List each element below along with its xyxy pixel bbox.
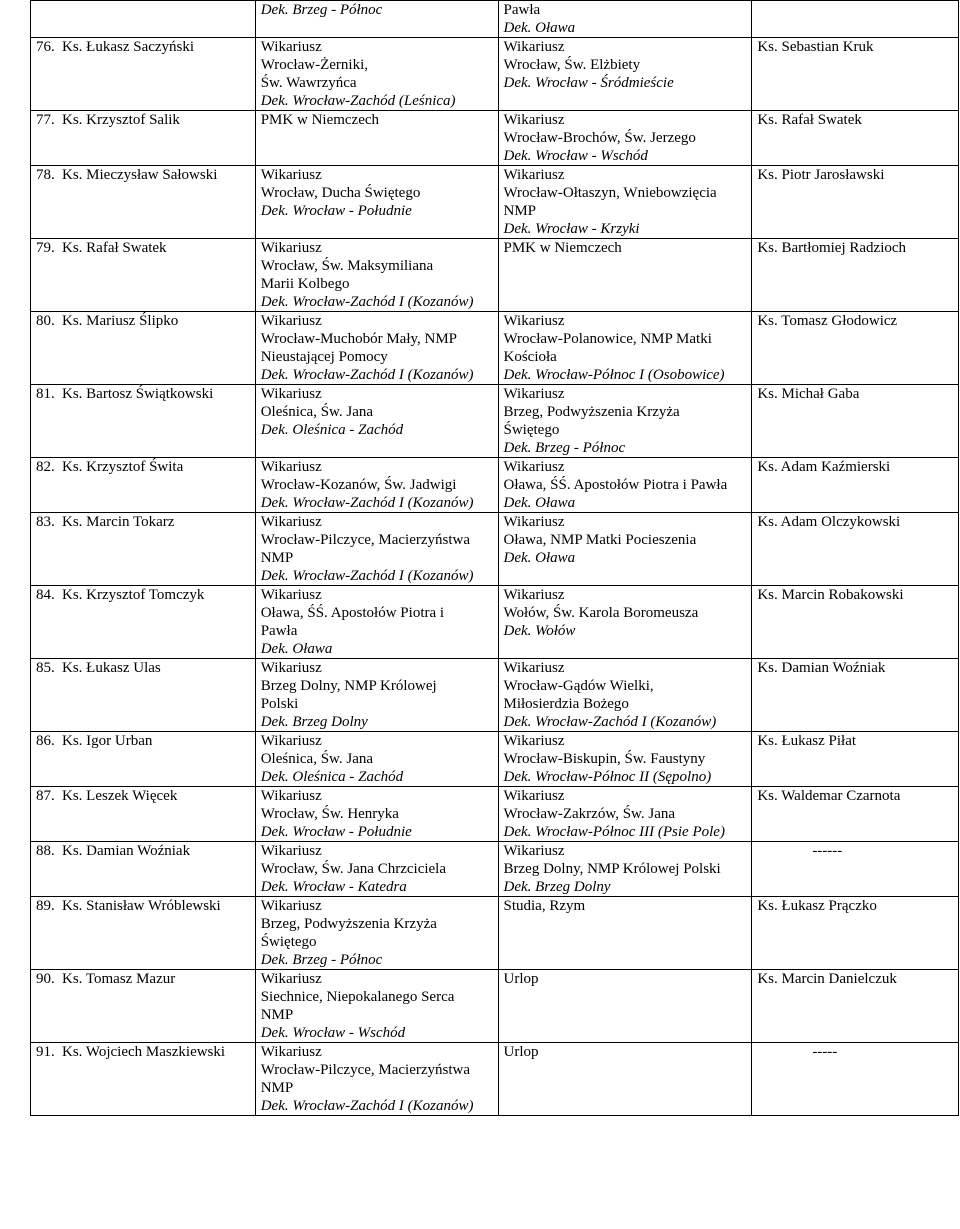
successor-cell xyxy=(752,239,959,312)
successor-name: Ks. Łukasz Piłat xyxy=(757,733,857,749)
successor-name: Ks. Sebastian Kruk xyxy=(757,39,874,55)
priest-name: Ks. Damian Woźniak xyxy=(62,843,191,859)
from-assignment-cell xyxy=(255,1043,498,1116)
to-assignment-cell xyxy=(498,659,752,732)
priest-entry xyxy=(36,38,255,56)
priest-name: Ks. Krzysztof Tomczyk xyxy=(62,587,205,603)
to-assignment-cell xyxy=(498,111,752,166)
from-assignment-cell xyxy=(255,385,498,458)
from-role: Wikariusz xyxy=(260,313,322,329)
from-deanery: Dek. Wrocław-Zachód I (Kozanów) xyxy=(260,495,474,511)
from-role: Wikariusz xyxy=(260,459,322,475)
table-row xyxy=(31,732,959,787)
to-deanery: Dek. Wołów xyxy=(503,623,576,639)
from-deanery: Dek. Oława xyxy=(260,641,333,657)
from-role: Wikariusz xyxy=(260,733,322,749)
successor-cell xyxy=(752,513,959,586)
table-row xyxy=(31,166,959,239)
to-assignment-cell xyxy=(498,385,752,458)
from-place: Marii Kolbego xyxy=(260,276,350,292)
from-place: NMP xyxy=(260,550,294,566)
successor-cell xyxy=(752,312,959,385)
successor-cell xyxy=(752,385,959,458)
from-place: Oleśnica, Św. Jana xyxy=(260,751,374,767)
from-assignment-cell xyxy=(255,458,498,513)
successor-name: Ks. Bartłomiej Radzioch xyxy=(757,240,907,256)
priest-cell xyxy=(31,458,256,513)
priest-cell xyxy=(31,842,256,897)
from-deanery: Dek. Wrocław-Zachód (Leśnica) xyxy=(260,93,456,109)
priest-name: Ks. Krzysztof Świta xyxy=(62,459,184,475)
to-place: Miłosierdzia Bożego xyxy=(503,696,629,712)
from-place: Siechnice, Niepokalanego Serca xyxy=(260,989,455,1005)
to-role: Wikariusz xyxy=(503,587,565,603)
table-row xyxy=(31,385,959,458)
row-number: 82. xyxy=(36,459,55,475)
priest-entry xyxy=(36,458,255,476)
row-number: 90. xyxy=(36,971,55,987)
table-row xyxy=(31,586,959,659)
row-number: 84. xyxy=(36,587,55,603)
successor-cell xyxy=(752,732,959,787)
to-deanery: Dek. Wrocław - Krzyki xyxy=(503,221,640,237)
to-deanery: Dek. Wrocław - Śródmieście xyxy=(503,75,674,91)
from-deanery: Dek. Wrocław-Zachód I (Kozanów) xyxy=(260,367,474,383)
from-role: Wikariusz xyxy=(260,971,322,987)
to-place: Wrocław, Św. Elżbiety xyxy=(503,57,641,73)
priest-name: Ks. Wojciech Maszkiewski xyxy=(62,1044,226,1060)
to-place: Wrocław-Biskupin, Św. Faustyny xyxy=(503,751,706,767)
to-role: Urlop xyxy=(503,971,539,987)
successor-name: Ks. Damian Woźniak xyxy=(757,660,886,676)
to-place: Kościoła xyxy=(503,349,557,365)
to-place: Brzeg, Podwyższenia Krzyża xyxy=(503,404,680,420)
to-assignment-cell xyxy=(498,239,752,312)
from-assignment-cell xyxy=(255,513,498,586)
to-assignment-cell xyxy=(498,897,752,970)
to-place: Wrocław-Polanowice, NMP Matki xyxy=(503,331,712,347)
successor-name: Ks. Tomasz Głodowicz xyxy=(757,313,898,329)
to-role: Wikariusz xyxy=(503,313,565,329)
to-deanery: Dek. Brzeg - Północ xyxy=(503,440,626,456)
row-number: 79. xyxy=(36,240,55,256)
from-role: Wikariusz xyxy=(260,39,322,55)
successor-name: ------ xyxy=(812,843,843,859)
priest-cell xyxy=(31,1043,256,1116)
from-deanery: Dek. Wrocław - Wschód xyxy=(260,1025,406,1041)
successor-name: ----- xyxy=(812,1044,838,1060)
to-assignment-cell xyxy=(498,513,752,586)
to-assignment-cell xyxy=(498,38,752,111)
from-place: Świętego xyxy=(260,934,317,950)
successor-cell xyxy=(752,1,959,38)
successor-cell xyxy=(752,659,959,732)
from-role: Wikariusz xyxy=(260,660,322,676)
successor-cell xyxy=(752,970,959,1043)
priest-name: Ks. Mariusz Ślipko xyxy=(62,313,179,329)
priest-cell xyxy=(31,239,256,312)
from-place: Św. Wawrzyńca xyxy=(260,75,357,91)
from-assignment-cell xyxy=(255,1,498,38)
to-deanery: Dek. Brzeg Dolny xyxy=(503,879,611,895)
priest-entry xyxy=(36,970,255,988)
row-number: 76. xyxy=(36,39,55,55)
priest-entry xyxy=(36,787,255,805)
priest-cell xyxy=(31,970,256,1043)
successor-name: Ks. Adam Olczykowski xyxy=(757,514,901,530)
row-number: 77. xyxy=(36,112,55,128)
from-role: PMK w Niemczech xyxy=(260,112,380,128)
table-row xyxy=(31,659,959,732)
from-place: Wrocław-Żerniki, xyxy=(260,57,368,73)
from-deanery: Dek. Brzeg - Północ xyxy=(260,2,383,18)
from-place: Wrocław, Św. Maksymiliana xyxy=(260,258,434,274)
successor-name: Ks. Rafał Swatek xyxy=(757,112,862,128)
to-assignment-cell xyxy=(498,787,752,842)
from-place: Wrocław, Ducha Świętego xyxy=(260,185,421,201)
priest-entry xyxy=(36,897,255,915)
priest-cell xyxy=(31,897,256,970)
priest-entry xyxy=(36,111,255,129)
priest-cell xyxy=(31,1,256,38)
priest-name: Ks. Leszek Więcek xyxy=(62,788,178,804)
to-deanery: Dek. Oława xyxy=(503,20,576,36)
from-role: Wikariusz xyxy=(260,1044,322,1060)
to-deanery: Dek. Wrocław-Północ I (Osobowice) xyxy=(503,367,725,383)
to-deanery: Dek. Wrocław-Północ II (Sępolno) xyxy=(503,769,712,785)
to-assignment-cell xyxy=(498,732,752,787)
from-assignment-cell xyxy=(255,842,498,897)
from-deanery: Dek. Brzeg - Północ xyxy=(260,952,383,968)
priest-entry xyxy=(36,312,255,330)
priest-cell xyxy=(31,586,256,659)
to-role: Wikariusz xyxy=(503,788,565,804)
priest-cell xyxy=(31,111,256,166)
table-row xyxy=(31,239,959,312)
assignments-table xyxy=(30,0,959,1116)
to-assignment-cell xyxy=(498,1,752,38)
priest-name: Ks. Bartosz Świątkowski xyxy=(62,386,214,402)
table-row xyxy=(31,897,959,970)
row-number: 78. xyxy=(36,167,55,183)
to-role: Studia, Rzym xyxy=(503,898,586,914)
priest-cell xyxy=(31,385,256,458)
assignments-table-body xyxy=(31,1,959,1116)
from-place: Oleśnica, Św. Jana xyxy=(260,404,374,420)
priest-cell xyxy=(31,787,256,842)
table-row xyxy=(31,787,959,842)
to-role: Wikariusz xyxy=(503,167,565,183)
from-role: Wikariusz xyxy=(260,240,322,256)
successor-cell xyxy=(752,1043,959,1116)
to-place: Wrocław-Gądów Wielki, xyxy=(503,678,654,694)
row-number: 83. xyxy=(36,514,55,530)
from-place: Wrocław, Św. Henryka xyxy=(260,806,399,822)
from-deanery: Dek. Oleśnica - Zachód xyxy=(260,769,404,785)
priest-cell xyxy=(31,659,256,732)
priest-entry xyxy=(36,586,255,604)
priest-entry xyxy=(36,732,255,750)
from-place: NMP xyxy=(260,1007,294,1023)
from-deanery: Dek. Brzeg Dolny xyxy=(260,714,368,730)
from-assignment-cell xyxy=(255,732,498,787)
to-role: Urlop xyxy=(503,1044,539,1060)
successor-cell xyxy=(752,897,959,970)
successor-cell xyxy=(752,111,959,166)
from-deanery: Dek. Wrocław-Zachód I (Kozanów) xyxy=(260,294,474,310)
from-assignment-cell xyxy=(255,312,498,385)
priest-name: Ks. Krzysztof Salik xyxy=(62,112,180,128)
priest-entry xyxy=(36,513,255,531)
from-role: Wikariusz xyxy=(260,898,322,914)
successor-name: Ks. Waldemar Czarnota xyxy=(757,788,901,804)
to-deanery: Dek. Wrocław-Zachód I (Kozanów) xyxy=(503,714,717,730)
from-assignment-cell xyxy=(255,970,498,1043)
priest-name: Ks. Rafał Swatek xyxy=(62,240,167,256)
row-number: 89. xyxy=(36,898,55,914)
to-place: Świętego xyxy=(503,422,560,438)
priest-cell xyxy=(31,38,256,111)
to-place: Oława, NMP Matki Pocieszenia xyxy=(503,532,697,548)
priest-entry xyxy=(36,166,255,184)
to-role: Wikariusz xyxy=(503,386,565,402)
row-number: 85. xyxy=(36,660,55,676)
from-deanery: Dek. Wrocław - Południe xyxy=(260,824,412,840)
successor-cell xyxy=(752,38,959,111)
from-assignment-cell xyxy=(255,38,498,111)
from-place: Brzeg, Podwyższenia Krzyża xyxy=(260,916,437,932)
row-number: 81. xyxy=(36,386,55,402)
from-deanery: Dek. Wrocław-Zachód I (Kozanów) xyxy=(260,1098,474,1114)
priest-entry xyxy=(36,239,255,257)
from-place: Wrocław, Św. Jana Chrzciciela xyxy=(260,861,447,877)
from-assignment-cell xyxy=(255,239,498,312)
to-role: Wikariusz xyxy=(503,514,565,530)
from-assignment-cell xyxy=(255,586,498,659)
priest-entry xyxy=(36,842,255,860)
priest-cell xyxy=(31,312,256,385)
priest-name: Ks. Igor Urban xyxy=(62,733,153,749)
from-deanery: Dek. Oleśnica - Zachód xyxy=(260,422,404,438)
to-role: Wikariusz xyxy=(503,660,565,676)
to-place: NMP xyxy=(503,203,537,219)
successor-cell xyxy=(752,586,959,659)
table-row xyxy=(31,842,959,897)
from-assignment-cell xyxy=(255,166,498,239)
to-assignment-cell xyxy=(498,586,752,659)
priest-cell xyxy=(31,166,256,239)
from-role: Wikariusz xyxy=(260,514,322,530)
row-number: 91. xyxy=(36,1044,55,1060)
from-role: Wikariusz xyxy=(260,587,322,603)
successor-name: Ks. Marcin Robakowski xyxy=(757,587,904,603)
from-role: Wikariusz xyxy=(260,788,322,804)
to-place: Wrocław-Zakrzów, Św. Jana xyxy=(503,806,676,822)
priest-entry xyxy=(36,659,255,677)
table-row xyxy=(31,111,959,166)
from-place: Nieustającej Pomocy xyxy=(260,349,388,365)
table-row xyxy=(31,970,959,1043)
to-role: Wikariusz xyxy=(503,39,565,55)
to-assignment-cell xyxy=(498,166,752,239)
from-place: Oława, ŚŚ. Apostołów Piotra i xyxy=(260,605,445,621)
priest-name: Ks. Stanisław Wróblewski xyxy=(62,898,221,914)
table-row xyxy=(31,312,959,385)
priest-name: Ks. Łukasz Saczyński xyxy=(62,39,195,55)
from-deanery: Dek. Wrocław-Zachód I (Kozanów) xyxy=(260,568,474,584)
successor-name: Ks. Adam Kaźmierski xyxy=(757,459,891,475)
successor-name: Ks. Łukasz Prączko xyxy=(757,898,877,914)
from-assignment-cell xyxy=(255,787,498,842)
successor-name: Ks. Piotr Jarosławski xyxy=(757,167,885,183)
to-assignment-cell xyxy=(498,458,752,513)
table-row xyxy=(31,513,959,586)
successor-name: Ks. Marcin Danielczuk xyxy=(757,971,897,987)
priest-name: Ks. Łukasz Ulas xyxy=(62,660,161,676)
table-row xyxy=(31,1043,959,1116)
successor-cell xyxy=(752,787,959,842)
to-role: Wikariusz xyxy=(503,459,565,475)
priest-name: Ks. Marcin Tokarz xyxy=(62,514,175,530)
from-deanery: Dek. Wrocław - Południe xyxy=(260,203,412,219)
from-role: Wikariusz xyxy=(260,843,322,859)
from-deanery: Dek. Wrocław - Katedra xyxy=(260,879,407,895)
priest-name: Ks. Tomasz Mazur xyxy=(62,971,176,987)
priest-name: Ks. Mieczysław Sałowski xyxy=(62,167,218,183)
to-place: Wrocław-Ołtaszyn, Wniebowzięcia xyxy=(503,185,717,201)
row-number: 88. xyxy=(36,843,55,859)
to-place: Wrocław-Brochów, Św. Jerzego xyxy=(503,130,696,146)
to-deanery: Dek. Wrocław - Wschód xyxy=(503,148,648,164)
to-place: Oława, ŚŚ. Apostołów Piotra i Pawła xyxy=(503,477,728,493)
to-assignment-cell xyxy=(498,842,752,897)
from-assignment-cell xyxy=(255,111,498,166)
to-role: PMK w Niemczech xyxy=(503,240,622,256)
from-place: NMP xyxy=(260,1080,294,1096)
from-place: Pawła xyxy=(260,623,298,639)
priest-entry xyxy=(36,385,255,403)
from-place: Wrocław-Kozanów, Św. Jadwigi xyxy=(260,477,457,493)
successor-cell xyxy=(752,458,959,513)
row-number: 87. xyxy=(36,788,55,804)
from-place: Wrocław-Pilczyce, Macierzyństwa xyxy=(260,532,471,548)
to-role: Wikariusz xyxy=(503,112,565,128)
to-place: Brzeg Dolny, NMP Królowej Polski xyxy=(503,861,721,877)
to-assignment-cell xyxy=(498,312,752,385)
to-place: Pawła xyxy=(503,2,541,18)
table-row xyxy=(31,1,959,38)
to-deanery: Dek. Oława xyxy=(503,550,576,566)
successor-cell xyxy=(752,842,959,897)
from-place: Wrocław-Muchobór Mały, NMP xyxy=(260,331,458,347)
from-role: Wikariusz xyxy=(260,386,322,402)
priest-cell xyxy=(31,513,256,586)
to-place: Wołów, Św. Karola Boromeusza xyxy=(503,605,699,621)
to-deanery: Dek. Wrocław-Północ III (Psie Pole) xyxy=(503,824,725,840)
table-row xyxy=(31,38,959,111)
priest-entry xyxy=(36,1043,255,1061)
table-row xyxy=(31,458,959,513)
row-number: 86. xyxy=(36,733,55,749)
from-role: Wikariusz xyxy=(260,167,322,183)
successor-cell xyxy=(752,166,959,239)
from-place: Wrocław-Pilczyce, Macierzyństwa xyxy=(260,1062,471,1078)
successor-name: Ks. Michał Gaba xyxy=(757,386,860,402)
to-assignment-cell xyxy=(498,1043,752,1116)
from-assignment-cell xyxy=(255,897,498,970)
from-place: Polski xyxy=(260,696,299,712)
to-assignment-cell xyxy=(498,970,752,1043)
from-assignment-cell xyxy=(255,659,498,732)
to-role: Wikariusz xyxy=(503,733,565,749)
priest-cell xyxy=(31,732,256,787)
to-deanery: Dek. Oława xyxy=(503,495,576,511)
to-role: Wikariusz xyxy=(503,843,565,859)
from-place: Brzeg Dolny, NMP Królowej xyxy=(260,678,437,694)
row-number: 80. xyxy=(36,313,55,329)
